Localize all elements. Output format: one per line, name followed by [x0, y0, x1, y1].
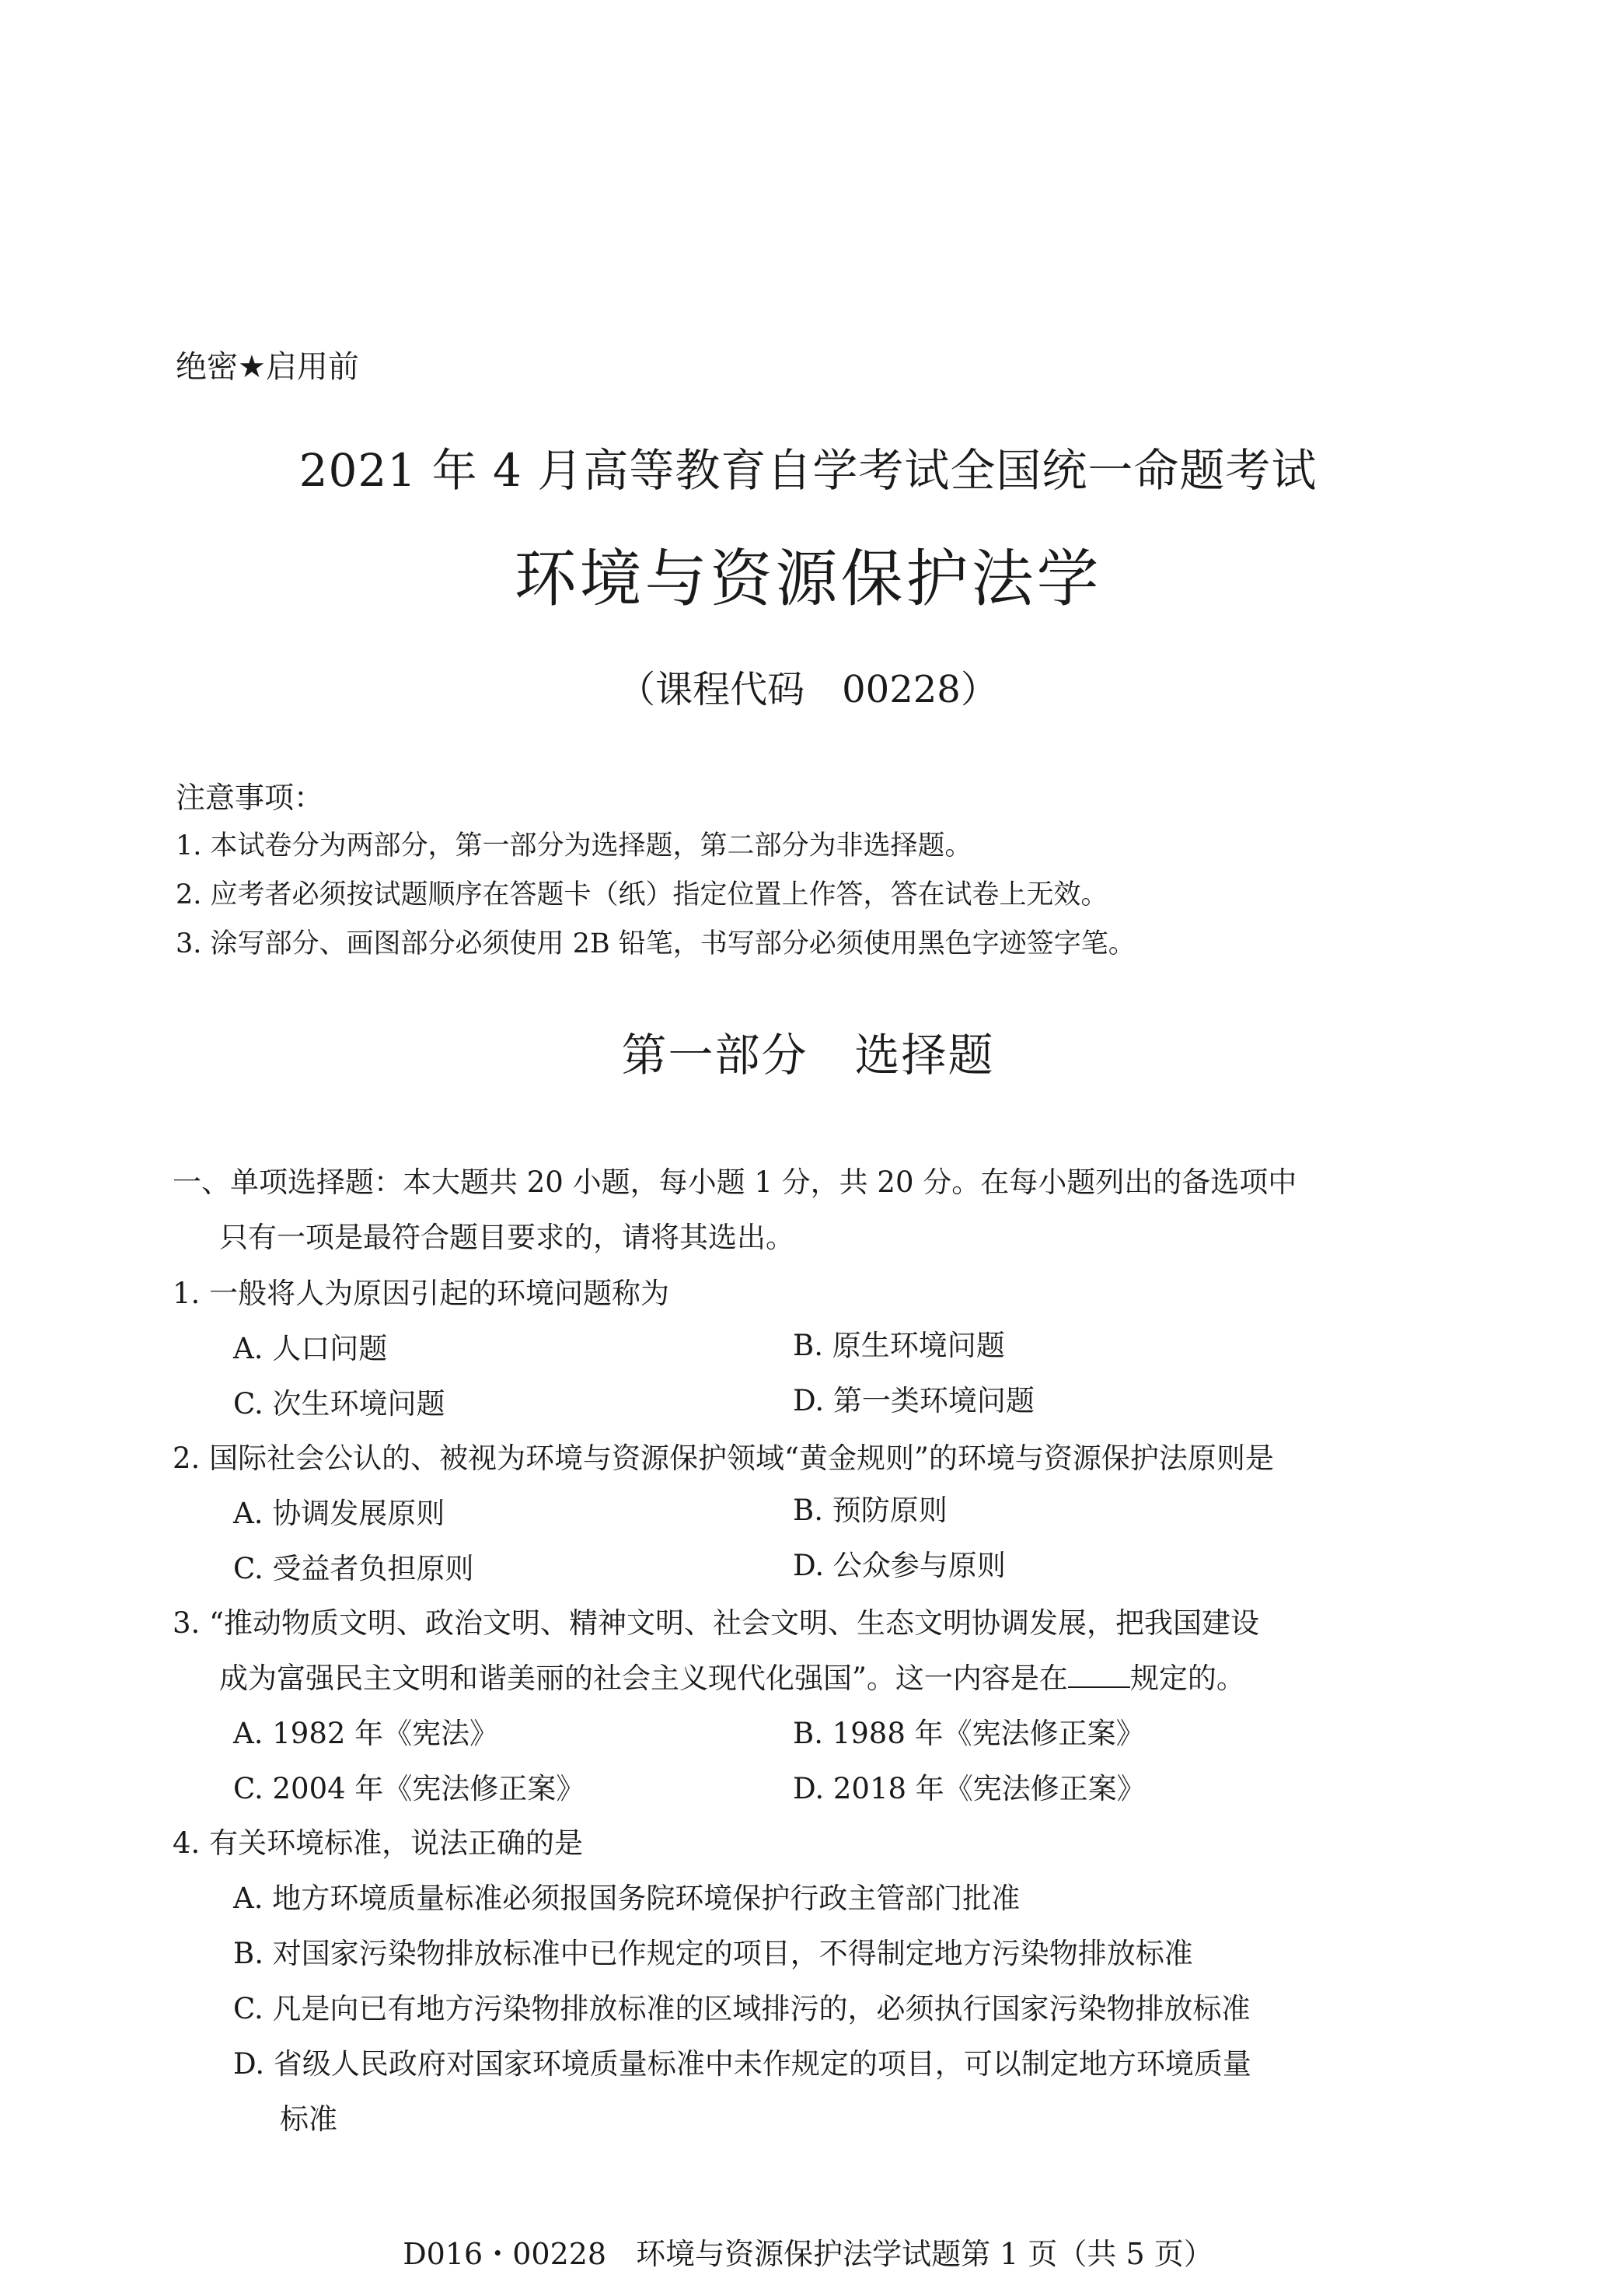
question-2-option-b: B. 预防原则 [793, 1494, 948, 1527]
question-4-stem: 4. 有关环境标准，说法正确的是 [173, 1826, 584, 1860]
question-3-stem-pre: 成为富强民主文明和谐美丽的社会主义现代化强国”。这一内容是在 [219, 1662, 1068, 1695]
exam-title: 2021 年 4 月高等教育自学考试全国统一命题考试 [298, 444, 1318, 497]
page-footer: D016・00228 环境与资源保护法学试题第 1 页（共 5 页） [403, 2237, 1213, 2271]
question-1-option-a: A. 人口问题 [233, 1332, 388, 1365]
question-3-stem-line-2 [219, 1655, 1245, 1697]
question-2-option-a: A. 协调发展原则 [233, 1497, 445, 1530]
question-4-option-a: A. 地方环境质量标准必须报国务院环境保护行政主管部门批准 [233, 1882, 1021, 1915]
question-3-stem-post: 规定的。 [1129, 1662, 1245, 1695]
question-4-option-d-line-1: D. 省级人民政府对国家环境质量标准中未作规定的项目，可以制定地方环境质量 [233, 2047, 1251, 2081]
question-1-option-b: B. 原生环境问题 [793, 1329, 1005, 1362]
question-4-option-c: C. 凡是向已有地方污染物排放标准的区域排污的，必须执行国家污染物排放标准 [233, 1992, 1251, 2025]
subject-title: 环境与资源保护法学 [514, 543, 1102, 615]
question-2-stem: 2. 国际社会公认的、被视为环境与资源保护领域“黄金规则”的环境与资源保护法原则是 [173, 1442, 1274, 1475]
question-1-option-c: C. 次生环境问题 [233, 1387, 445, 1421]
question-2-option-d: D. 公众参与原则 [793, 1549, 1006, 1582]
answer-blank [1068, 1663, 1130, 1688]
notice-title: 注意事项： [176, 781, 324, 815]
part-one-title: 第一部分 选择题 [621, 1029, 995, 1082]
question-3-option-c: C. 2004 年《宪法修正案》 [233, 1772, 585, 1805]
question-2-option-c: C. 受益者负担原则 [233, 1552, 474, 1585]
question-3-stem-line-1: 3. “推动物质文明、政治文明、精神文明、社会文明、生态文明协调发展，把我国建设 [173, 1606, 1259, 1640]
question-1-stem: 1. 一般将人为原因引起的环境问题称为 [173, 1277, 670, 1310]
question-4-option-b: B. 对国家污染物排放标准中已作规定的项目，不得制定地方污染物排放标准 [233, 1937, 1193, 1970]
notice-item-1: 1. 本试卷分为两部分，第一部分为选择题，第二部分为非选择题。 [176, 830, 972, 861]
confidential-label: 绝密★启用前 [176, 349, 359, 385]
question-3-option-a: A. 1982 年《宪法》 [233, 1717, 499, 1750]
notice-item-3: 3. 涂写部分、画图部分必须使用 2B 铅笔，书写部分必须使用黑色字迹签字笔。 [176, 928, 1136, 959]
notice-item-2: 2. 应考者必须按试题顺序在答题卡（纸）指定位置上作答，答在试卷上无效。 [176, 879, 1108, 910]
question-1-option-d: D. 第一类环境问题 [793, 1384, 1035, 1417]
section-heading-line-1: 一、单项选择题：本大题共 20 小题，每小题 1 分，共 20 分。在每小题列出的备选项中 [173, 1165, 1297, 1199]
question-4-option-d-line-2: 标准 [280, 2102, 337, 2136]
question-3-option-d: D. 2018 年《宪法修正案》 [793, 1772, 1146, 1805]
course-code: （课程代码 00228） [618, 668, 998, 711]
section-heading-line-2: 只有一项是最符合题目要求的，请将其选出。 [219, 1221, 794, 1254]
question-3-option-b: B. 1988 年《宪法修正案》 [793, 1717, 1145, 1750]
